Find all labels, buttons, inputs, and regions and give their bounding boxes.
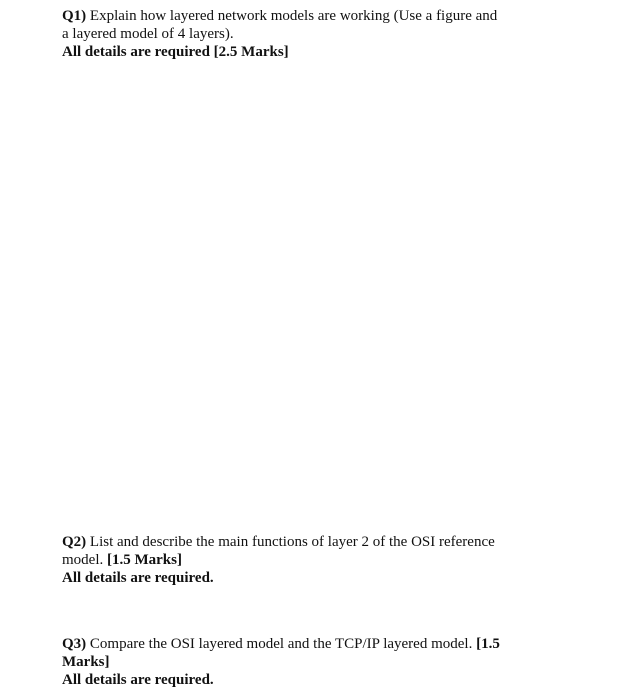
question-2-label: Q2) (62, 534, 87, 550)
question-3 (62, 635, 562, 689)
question-2-marks: [1.5 Marks] (107, 552, 182, 568)
question-3-marks-part-1: [1.5 (476, 636, 500, 652)
question-2-text-1: List and describe the main functions of layer 2 of the OSI reference (89, 534, 495, 550)
question-3-details: All details are required. (62, 672, 214, 688)
question-3-text-1: Compare the OSI layered model and the TCP/IP layered model. (89, 636, 473, 652)
question-1 (62, 7, 562, 61)
question-2-line-2 (62, 551, 562, 569)
question-2-text-2: model. (62, 552, 104, 568)
question-1-details: All details are required [2.5 Marks] (62, 44, 289, 60)
question-3-line-1 (62, 635, 562, 653)
question-2-line-1 (62, 533, 562, 551)
question-3-label: Q3) (62, 636, 87, 652)
question-1-label: Q1) (62, 8, 87, 24)
question-3-marks-part-2: Marks] (62, 654, 110, 670)
question-1-line-1 (62, 7, 562, 25)
question-1-text-2: a layered model of 4 layers). (62, 26, 234, 42)
question-2 (62, 533, 562, 587)
question-2-details: All details are required. (62, 570, 214, 586)
question-1-text-1: Explain how layered network models are working (Use a figure and (89, 8, 498, 24)
